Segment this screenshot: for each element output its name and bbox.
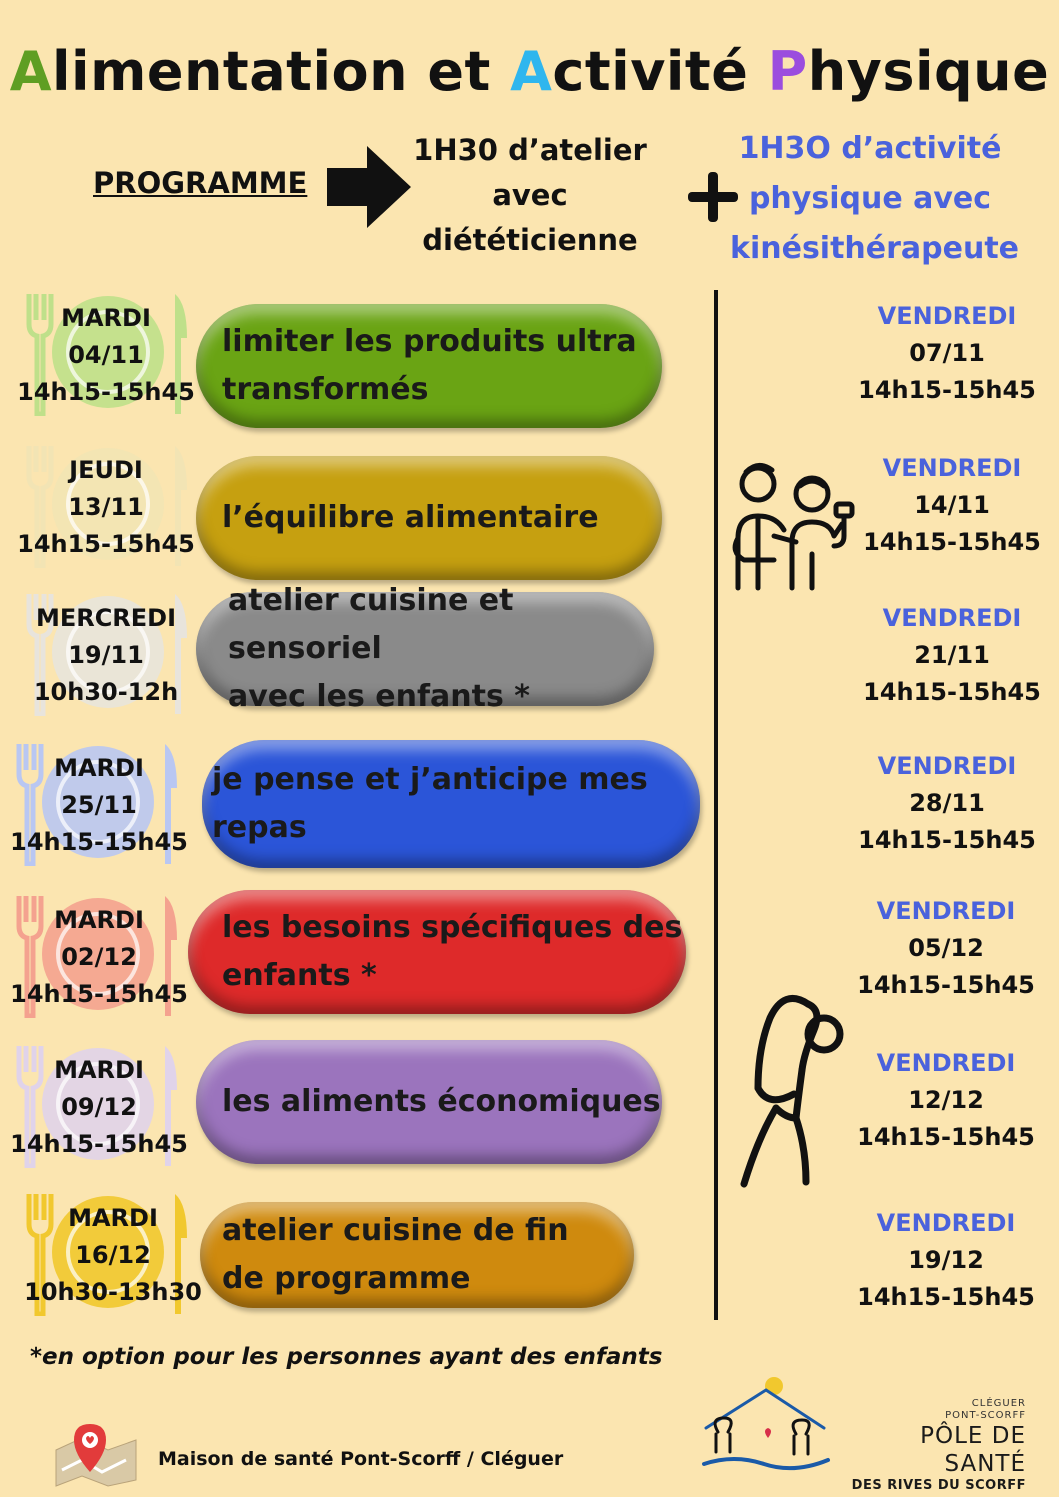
workshop-topic-line: les besoins spécifiques des (222, 910, 683, 945)
friday-session (837, 748, 1057, 859)
workshop-topic-line: avec les enfants * (228, 679, 530, 714)
friday-session (836, 893, 1056, 1004)
workshop-date (23, 1200, 203, 1311)
page-title: Alimentation et Activité Physique (9, 40, 1050, 103)
workshop-day: MARDI (54, 1056, 144, 1084)
workshop-topic-line: enfants * (222, 958, 377, 993)
atelier-description (405, 128, 655, 263)
friday-session (836, 1045, 1056, 1156)
workshop-day: MARDI (54, 906, 144, 934)
friday-session (836, 1205, 1056, 1316)
logo-title: PÔLE DE SANTÉ (920, 1423, 1026, 1477)
column-divider (714, 290, 718, 1320)
workshop-time: 10h30-13h30 (24, 1278, 202, 1306)
workshop-date (16, 300, 196, 411)
workshop-time: 14h15-15h45 (10, 1130, 188, 1158)
activite-line: 1H3O d’activité (738, 131, 1002, 166)
atelier-line: diététicienne (422, 223, 638, 257)
workshop-day: MARDI (61, 304, 151, 332)
stretching-person-icon (736, 990, 848, 1199)
workshop-time: 14h15-15h45 (17, 378, 195, 406)
workshop-topic-pill (196, 583, 654, 714)
logo-text (836, 1398, 1026, 1493)
workshop-topic-pill (200, 1202, 634, 1308)
workshop-day: MERCREDI (35, 604, 177, 632)
workshop-date: 19/11 (68, 641, 144, 669)
workshop-topic-line: atelier cuisine et sensoriel (228, 583, 514, 666)
workshop-date (9, 750, 189, 861)
map-pin-icon (52, 1420, 140, 1492)
workshop-day: JEUDI (69, 456, 143, 484)
address: Maison de santé Pont-Scorff / Cléguer (158, 1448, 564, 1470)
health-center-logo (696, 1372, 836, 1480)
friday-day: VENDREDI (882, 604, 1022, 632)
workshop-topic-line: atelier cuisine de fin (222, 1213, 569, 1248)
friday-time: 14h15-15h45 (858, 376, 1036, 404)
workshop-time: 14h15-15h45 (17, 530, 195, 558)
friday-time: 14h15-15h45 (857, 971, 1035, 999)
friday-date: 05/12 (908, 934, 984, 962)
friday-day: VENDREDI (882, 454, 1022, 482)
logo-town: CLÉGUER (971, 1398, 1026, 1409)
workshop-topic-pill (188, 890, 686, 1014)
workshop-topic-pill (202, 740, 700, 868)
workshop-topic-line: je pense et j’anticipe mes repas (212, 762, 648, 845)
friday-date: 19/12 (908, 1246, 984, 1274)
friday-date: 21/11 (914, 641, 990, 669)
atelier-line: 1H30 d’atelier (413, 133, 647, 167)
workshop-date (16, 600, 196, 711)
workshop-topic-pill (196, 1040, 662, 1164)
workshop-day: MARDI (54, 754, 144, 782)
workshop-date: 02/12 (61, 943, 137, 971)
workshop-topic-line: limiter les produits ultra (222, 324, 637, 359)
activite-line: kinésithérapeute (730, 231, 1020, 266)
workshop-day: MARDI (68, 1204, 158, 1232)
workshop-date (9, 902, 189, 1013)
friday-session (837, 298, 1057, 409)
friday-date: 14/11 (914, 491, 990, 519)
friday-day: VENDREDI (876, 897, 1016, 925)
activite-description (730, 124, 1020, 274)
workshop-date (9, 1052, 189, 1163)
workshop-date: 16/12 (75, 1241, 151, 1269)
workshop-date: 13/11 (68, 493, 144, 521)
friday-session (842, 450, 1059, 561)
programme-label: PROGRAMME (93, 166, 308, 200)
workshop-topic-pill (196, 456, 662, 580)
friday-day: VENDREDI (877, 302, 1017, 330)
workshop-topic-line: transformés (222, 372, 429, 407)
friday-session (842, 600, 1059, 711)
workshop-date: 04/11 (68, 341, 144, 369)
workshop-time: 14h15-15h45 (10, 828, 188, 856)
arrow-right-icon (327, 146, 411, 232)
friday-date: 28/11 (909, 789, 985, 817)
workshop-date (16, 452, 196, 563)
workshop-topic-line: de programme (222, 1261, 471, 1296)
logo-subtitle: DES RIVES DU SCORFF (851, 1478, 1026, 1493)
logo-town: PONT-SCORFF (945, 1410, 1026, 1421)
workshop-time: 10h30-12h (33, 678, 179, 706)
footnote: *en option pour les personnes ayant des enfants (30, 1344, 663, 1370)
workshop-topic-line: les aliments économiques (222, 1084, 661, 1119)
atelier-line: avec (492, 178, 568, 212)
workshop-date: 25/11 (61, 791, 137, 819)
friday-time: 14h15-15h45 (858, 826, 1036, 854)
friday-day: VENDREDI (876, 1049, 1016, 1077)
physio-coach-icon (728, 458, 868, 602)
friday-time: 14h15-15h45 (857, 1283, 1035, 1311)
workshop-topic-pill (196, 304, 662, 428)
activite-line: physique avec (748, 181, 992, 216)
friday-day: VENDREDI (877, 752, 1017, 780)
workshop-time: 14h15-15h45 (10, 980, 188, 1008)
friday-time: 14h15-15h45 (863, 528, 1041, 556)
workshop-topic-line: l’équilibre alimentaire (222, 500, 599, 535)
friday-day: VENDREDI (876, 1209, 1016, 1237)
friday-date: 07/11 (909, 339, 985, 367)
friday-time: 14h15-15h45 (863, 678, 1041, 706)
friday-date: 12/12 (908, 1086, 984, 1114)
friday-time: 14h15-15h45 (857, 1123, 1035, 1151)
workshop-date: 09/12 (61, 1093, 137, 1121)
